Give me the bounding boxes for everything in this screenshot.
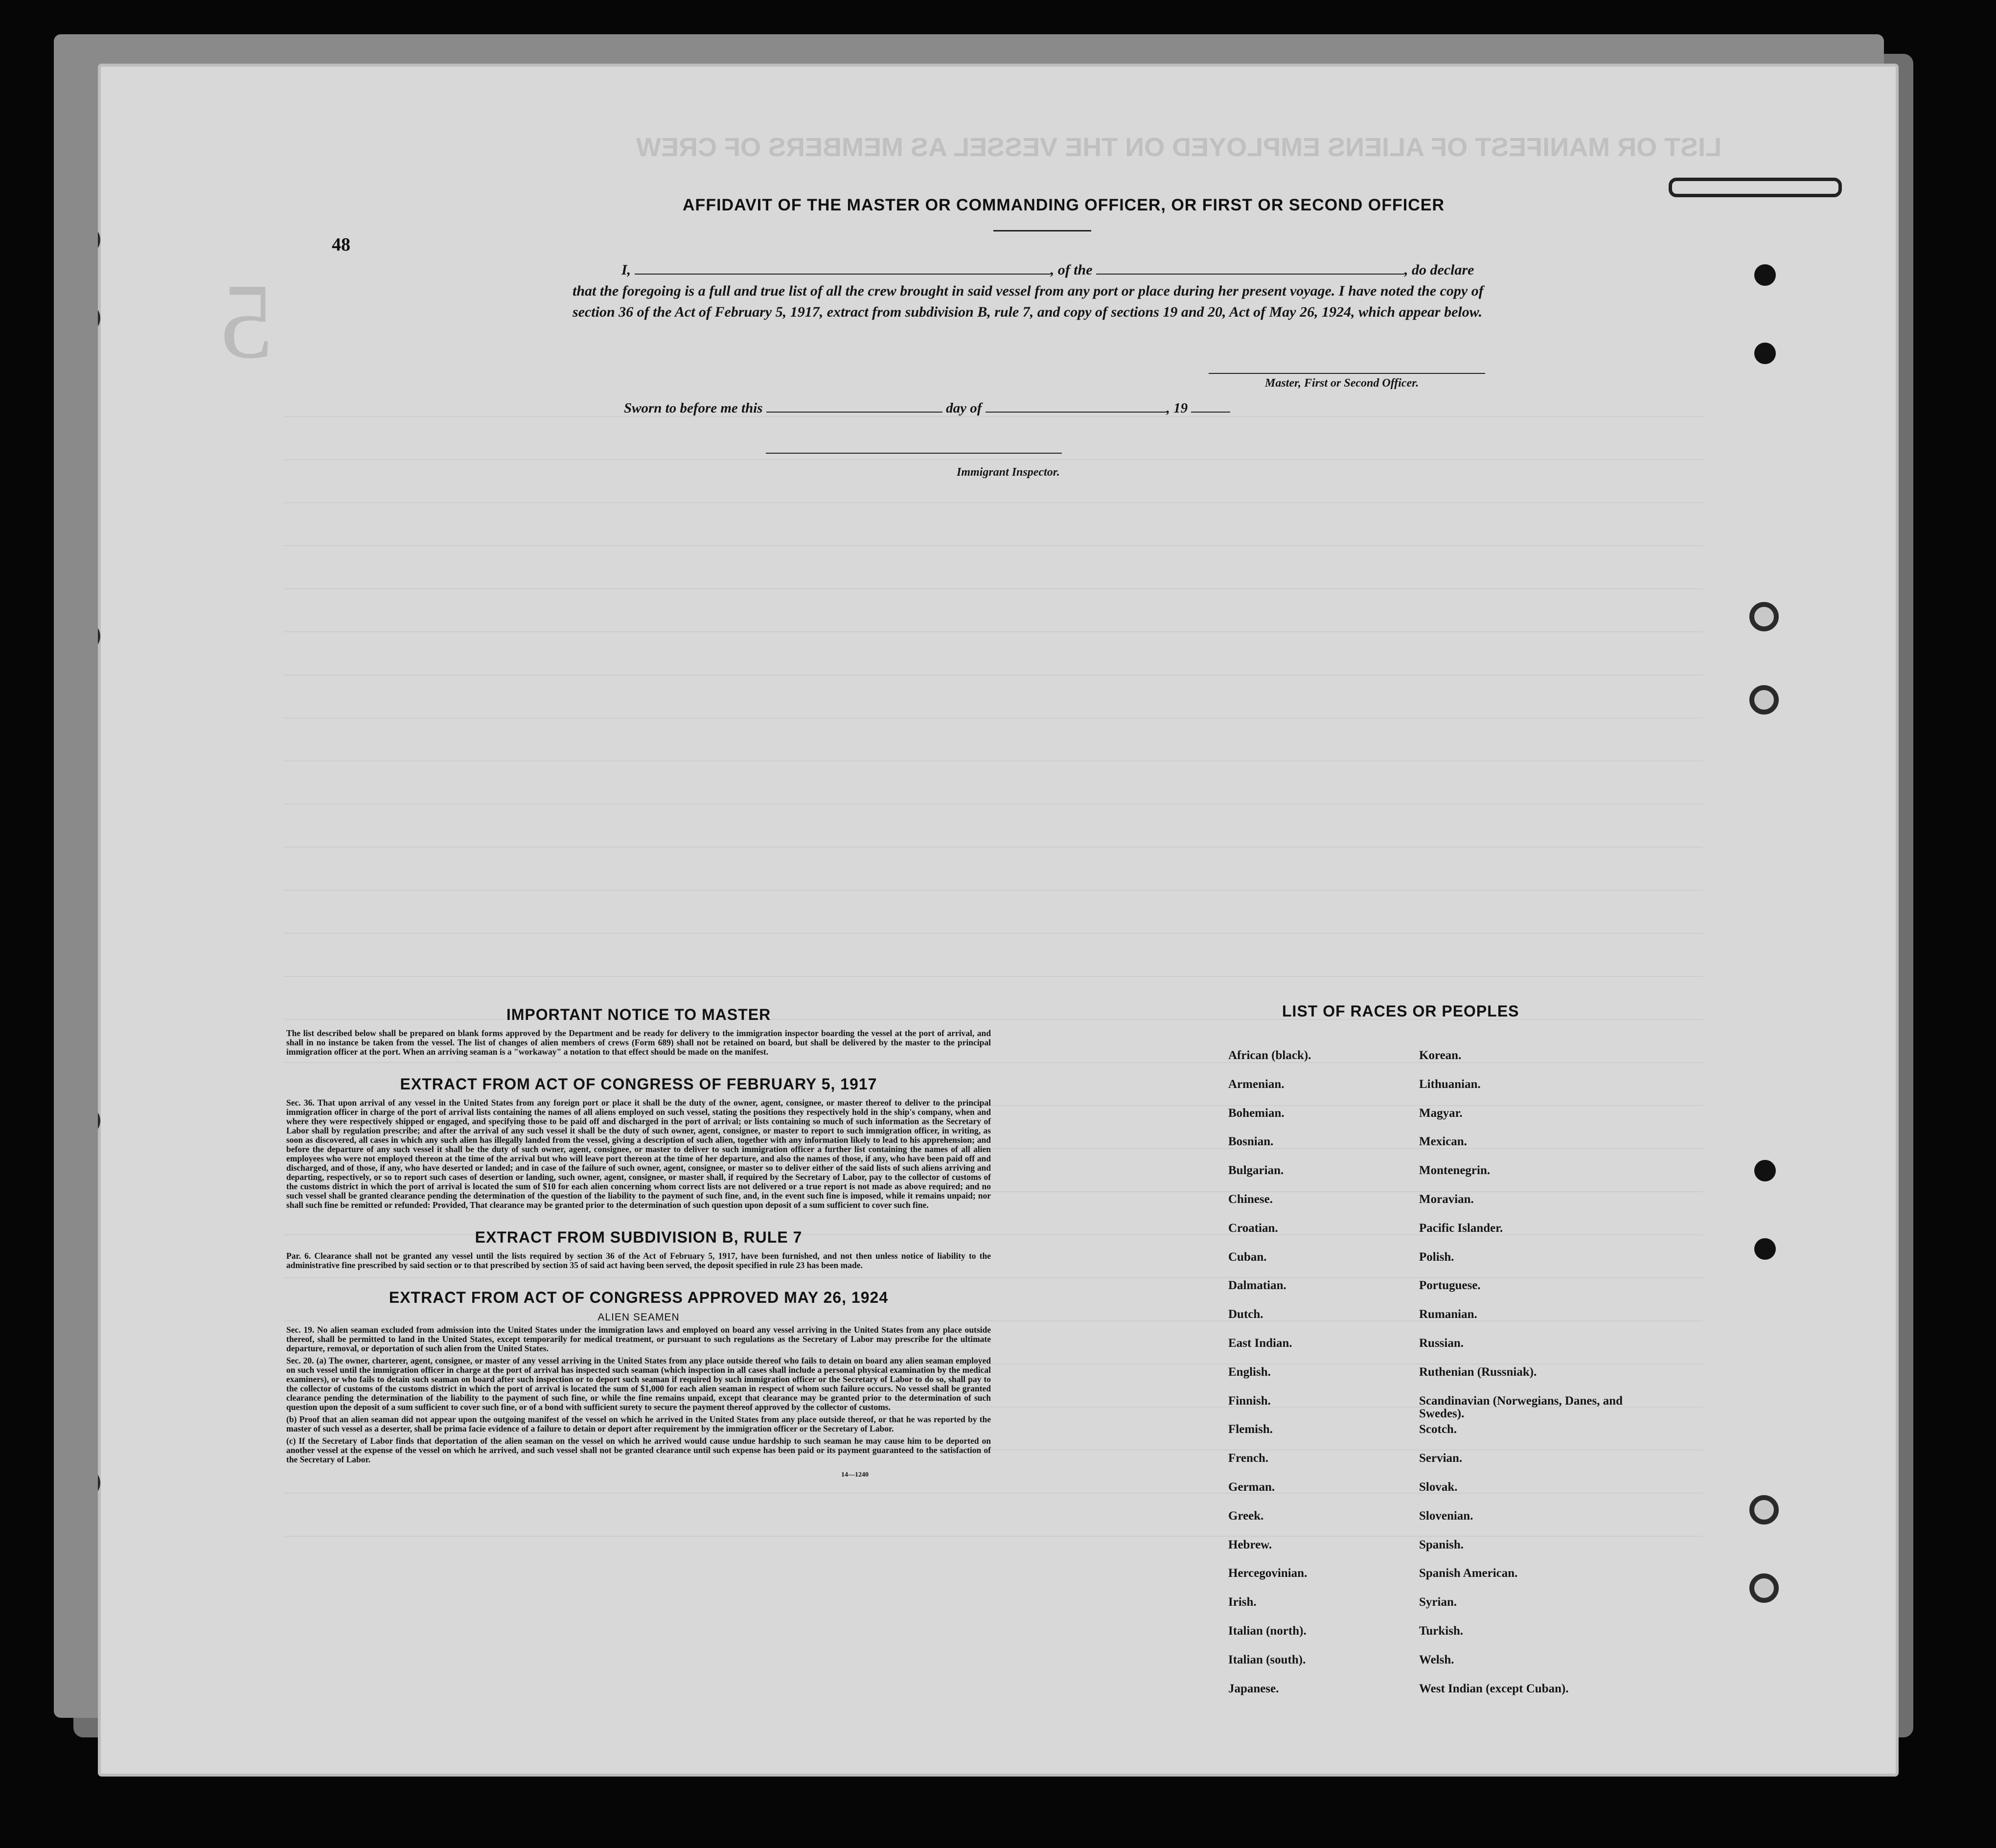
- race-item-left: Italian (north).: [1228, 1624, 1307, 1638]
- race-item-right: Magyar.: [1419, 1106, 1463, 1120]
- affidavit-do-declare: , do declare: [1404, 262, 1474, 278]
- rule7-text: Par. 6. Clearance shall not be granted any vessel until the lists required by section 36 of the Act of February 5, 1917, have been furnished, and not then unless notice of liability to the administrative fine prescribed by said section or to that prescribed by section 35 of said act having been served, the deposit specified in rule 23 has been made.: [286, 1251, 991, 1270]
- bleed-through-row: [284, 588, 1703, 600]
- extract-1917-text: Sec. 36. That upon arrival of any vessel in the United States from any foreign port or place it shall be the duty of the owner, agent, consignee, or master thereof to deliver to the principal immigration officer in charge of the port of arrival lists containing the names of all aliens employed on such vessel, stating the positions they respectively hold in the ship's company, when and where they were respectively shipped or engaged, and specifying those to be paid off and discharged in the port of arrival; or lists containing so much of such information as the Secretary of Labor shall by regulation prescribe; and after the arrival of any such vessel it shall be the duty of such owner, agent, consignee, or master to report to such immigration officer, in writing, as soon as discovered, all cases in which any such alien has illegally landed from the vessel, giving a description of such alien, together with any information likely to lead to his apprehension; and before the departure of any such vessel it shall be the duty of such owner, agent, consignee, or master to deliver to such immigration officer a further list containing the names of all alien employees who were not employed thereon at the time of the arrival but who will leave port thereon at the time of her departure, and also the names of those, if any, who have been paid off and discharged, and of those, if any, who have deserted or landed; and in case of the failure of such owner, agent, consignee, or master so to deliver either of the said lists of such aliens arriving and departing, respectively, or so to report such cases of desertion or landing, such owner, agent, consignee, or master shall, if required by the Secretary of Labor, pay to the collector of customs of the customs district in which the port of arrival is located the sum of $10 for each alien concerning whom correct lists are not delivered or a true report is not made as above required; and no such vessel shall be granted clearance pending the determination of the question of the liability to the payment of such fine, and, in the event such fine is imposed, while it remains unpaid; nor shall such fine be remitted or refunded: Provided, That clearance may be granted prior to the determination of such question upon deposit of a sum sufficient to cover such fine.: [286, 1098, 991, 1210]
- race-item-right: Syrian.: [1419, 1595, 1457, 1609]
- race-item-left: Hebrew.: [1228, 1538, 1272, 1551]
- race-item-right: Polish.: [1419, 1250, 1454, 1264]
- inspector-label: Immigrant Inspector.: [957, 466, 1060, 479]
- master-name-blank[interactable]: [635, 274, 1051, 275]
- rule7-title: EXTRACT FROM SUBDIVISION B, RULE 7: [475, 1228, 803, 1246]
- race-item-right: Rumanian.: [1419, 1308, 1477, 1321]
- races-title: LIST OF RACES OR PEOPLES: [1282, 1002, 1519, 1020]
- race-item-left: African (black).: [1228, 1049, 1311, 1062]
- race-item-left: Bulgarian.: [1228, 1164, 1284, 1178]
- bleed-through-row: [284, 717, 1703, 729]
- race-item-right: Servian.: [1419, 1452, 1463, 1465]
- race-item-right: Moravian.: [1419, 1192, 1474, 1206]
- affidavit-body: that the foregoing is a full and true list of all the crew brought in said vessel from any port or place during her present voyage. I have noted the copy of section 36 of the Act of February 5, 1917, extract from subdivision B, rule 7, and copy of sections 19 and 20, Act of May 26, 1924, which appear below.: [573, 283, 1484, 320]
- signature-label: Master, First or Second Officer.: [1265, 377, 1419, 390]
- affidavit-of-the: , of the: [1050, 262, 1093, 278]
- extract-1924-sec20: Sec. 20. (a) The owner, charterer, agent, consignee, or master of any vessel arriving in the United States from any place outside thereof who fails to detain on board any alien seaman employed on such vessel until the immigration officer in charge at the port of arrival has inspected such seaman (which inspection in all cases shall include a personal physical examination by the medical examiners), or who fails to detain such seaman on board after such inspection or to deport such seaman if required by such immigration officer or the Secretary of Labor to do so, shall pay to the collector of customs of the customs district in which the port of arrival is located the sum of $1,000 for each alien seaman in respect of whom such failure occurs. No vessel shall be granted clearance pending the determination of the liability to the payment of such fine, or while the fine remains unpaid, except that clearance may be granted prior to the determination of such question upon the deposit of a sum sufficient to cover such fine, or of a bond with sufficient surety to secure the payment thereof approved by the collector of customs.: [286, 1356, 991, 1412]
- punch-dot: [1754, 1238, 1776, 1260]
- race-item-right: Welsh.: [1419, 1653, 1454, 1666]
- extract-1917-title: EXTRACT FROM ACT OF CONGRESS OF FEBRUARY 5, 1917: [400, 1075, 877, 1093]
- punch-hole: [98, 303, 100, 333]
- bleed-through-row: [284, 631, 1703, 643]
- race-item-left: Italian (south).: [1228, 1653, 1306, 1666]
- race-item-right: Turkish.: [1419, 1624, 1464, 1638]
- race-item-right: Pacific Islander.: [1419, 1221, 1503, 1235]
- bleed-through-heading: LIST OR MANIFEST OF ALIENS EMPLOYED ON THE VESSEL AS MEMBERS OF CREW: [636, 133, 1722, 162]
- notices-column: [286, 1006, 991, 1479]
- bleed-through-row: [284, 545, 1703, 557]
- race-item-left: Cuban.: [1228, 1250, 1267, 1264]
- bleed-through-row: [284, 674, 1703, 686]
- race-item-left: Dalmatian.: [1228, 1279, 1286, 1293]
- vessel-name-blank[interactable]: [1096, 274, 1404, 275]
- race-item-left: Bohemian.: [1228, 1106, 1285, 1120]
- punch-hole: [98, 1106, 100, 1135]
- race-item-right: Korean.: [1419, 1049, 1462, 1062]
- race-item-left: Dutch.: [1228, 1308, 1263, 1321]
- race-item-right: Scandinavian (Norwegians, Danes, and Swedes).: [1419, 1394, 1623, 1420]
- race-item-left: Finnish.: [1228, 1394, 1271, 1408]
- bleed-through-row: [284, 976, 1703, 988]
- sworn-year-label: , 19: [1166, 400, 1188, 416]
- race-item-left: Hercegovinian.: [1228, 1567, 1308, 1580]
- extract-1924-sec20c: (c) If the Secretary of Labor finds that deportation of the alien seaman on the vessel on which he arrived would cause undue hardship to such seaman he may cause him to be deported on another vessel at the expense of the vessel on which he arrived, and such vessel shall not be granted clearance until such expense has been paid or its payment guaranteed to the satisfaction of the Secretary of Labor.: [286, 1436, 991, 1464]
- sworn-month-blank[interactable]: [986, 412, 1167, 413]
- sworn-line: [624, 400, 1230, 416]
- paper-clip: [1669, 178, 1842, 197]
- punch-dot: [1754, 1160, 1776, 1181]
- signature-line[interactable]: [1209, 373, 1485, 374]
- sworn-prefix: Sworn to before me this: [624, 400, 763, 416]
- extract-1924-title: EXTRACT FROM ACT OF CONGRESS APPROVED MAY 26, 1924: [389, 1289, 889, 1306]
- punch-hole: [1749, 685, 1779, 715]
- race-item-right: Scotch.: [1419, 1423, 1457, 1436]
- bleed-through-page-number: 5: [220, 261, 274, 381]
- race-item-left: Irish.: [1228, 1595, 1257, 1609]
- extract-1924-sec19: Sec. 19. No alien seaman excluded from admission into the United States under the immigration laws and employed on board any vessel arriving in the United States from any place outside thereof, shall be permitted to land in the United States, except temporarily for medical treatment, or pursuant to such regulations as the Secretary of Labor may prescribe for the ultimate departure, removal, or deportation of such alien from the United States.: [286, 1325, 991, 1353]
- sworn-day-label: day of: [946, 400, 982, 416]
- bleed-through-row: [284, 890, 1703, 901]
- race-item-right: West Indian (except Cuban).: [1419, 1682, 1569, 1695]
- extract-1924-subtitle: ALIEN SEAMEN: [597, 1312, 680, 1323]
- bleed-through-row: [284, 416, 1703, 428]
- form-number: 14—1240: [841, 1471, 869, 1478]
- race-item-left: English.: [1228, 1365, 1271, 1379]
- race-item-left: East Indian.: [1228, 1336, 1292, 1350]
- affidavit-title: AFFIDAVIT OF THE MASTER OR COMMANDING OFFICER, OR FIRST OR SECOND OFFICER: [683, 196, 1445, 214]
- race-item-left: Japanese.: [1228, 1682, 1279, 1695]
- extract-1924-sec20b: (b) Proof that an alien seaman did not appear upon the outgoing manifest of the vessel on which he arrived in the United States from any place outside thereof, or that he was reported by the master of such vessel as a deserter, shall be prima facie evidence of a failure to detain or deport after requirement by the immigration officer or the Secretary of Labor.: [286, 1414, 991, 1433]
- race-item-left: Flemish.: [1228, 1423, 1273, 1436]
- punch-hole: [1749, 1495, 1779, 1525]
- race-item-left: Bosnian.: [1228, 1135, 1274, 1149]
- sworn-day-blank[interactable]: [766, 412, 942, 413]
- extract-1917: [286, 1075, 991, 1210]
- races-list: [1228, 1049, 1669, 1711]
- race-item-right: Slovenian.: [1419, 1509, 1473, 1523]
- bleed-through-row: [284, 847, 1703, 858]
- race-item-right: Portuguese.: [1419, 1279, 1481, 1293]
- extract-rule7: [286, 1228, 991, 1270]
- race-item-right: Slovak.: [1419, 1480, 1458, 1494]
- affidavit-i: I,: [621, 262, 631, 278]
- margin-marks: 48: [332, 234, 350, 255]
- notice-title: IMPORTANT NOTICE TO MASTER: [506, 1006, 771, 1023]
- race-item-left: Croatian.: [1228, 1221, 1278, 1235]
- punch-hole: [1749, 602, 1779, 631]
- punch-dot: [1754, 343, 1776, 364]
- extract-1924: [286, 1289, 991, 1479]
- punch-hole: [98, 1468, 100, 1498]
- race-item-left: Greek.: [1228, 1509, 1264, 1523]
- bleed-through-row: [284, 502, 1703, 514]
- inspector-signature-line[interactable]: [766, 453, 1062, 454]
- race-item-left: French.: [1228, 1452, 1269, 1465]
- sworn-year-blank[interactable]: [1191, 412, 1230, 413]
- affidavit-text: [573, 259, 1512, 323]
- punch-hole: [98, 622, 100, 651]
- race-item-right: Russian.: [1419, 1336, 1464, 1350]
- punch-dot: [1754, 264, 1776, 286]
- bleed-through-row: [284, 933, 1703, 945]
- bleed-through-row: [284, 761, 1703, 772]
- affidavit-title-rule: [993, 230, 1091, 231]
- notice-to-master: [286, 1006, 991, 1057]
- notice-text: The list described below shall be prepared on blank forms approved by the Department and be ready for delivery to the immigration inspector boarding the vessel at the port of arrival, and shall in no instance be taken from the vessel. The list of changes of alien members of crews (Form 689) shall not be retained on board, but shall be delivered by the master to the principal immigration officer at the port. When an arriving seaman is a "workaway" a notation to that effect should be made on the manifest.: [286, 1028, 991, 1057]
- race-item-right: Lithuanian.: [1419, 1077, 1481, 1091]
- race-item-left: German.: [1228, 1480, 1275, 1494]
- race-item-left: Armenian.: [1228, 1077, 1285, 1091]
- race-item-right: Mexican.: [1419, 1135, 1467, 1149]
- race-item-left: Chinese.: [1228, 1192, 1273, 1206]
- punch-hole: [1749, 1573, 1779, 1603]
- race-item-right: Montenegrin.: [1419, 1164, 1491, 1178]
- race-item-right: Ruthenian (Russniak).: [1419, 1365, 1537, 1379]
- punch-hole: [98, 225, 100, 254]
- race-item-right: Spanish American.: [1419, 1567, 1518, 1580]
- bleed-through-row: [284, 804, 1703, 815]
- race-item-right: Spanish.: [1419, 1538, 1464, 1551]
- document-page: [98, 64, 1899, 1777]
